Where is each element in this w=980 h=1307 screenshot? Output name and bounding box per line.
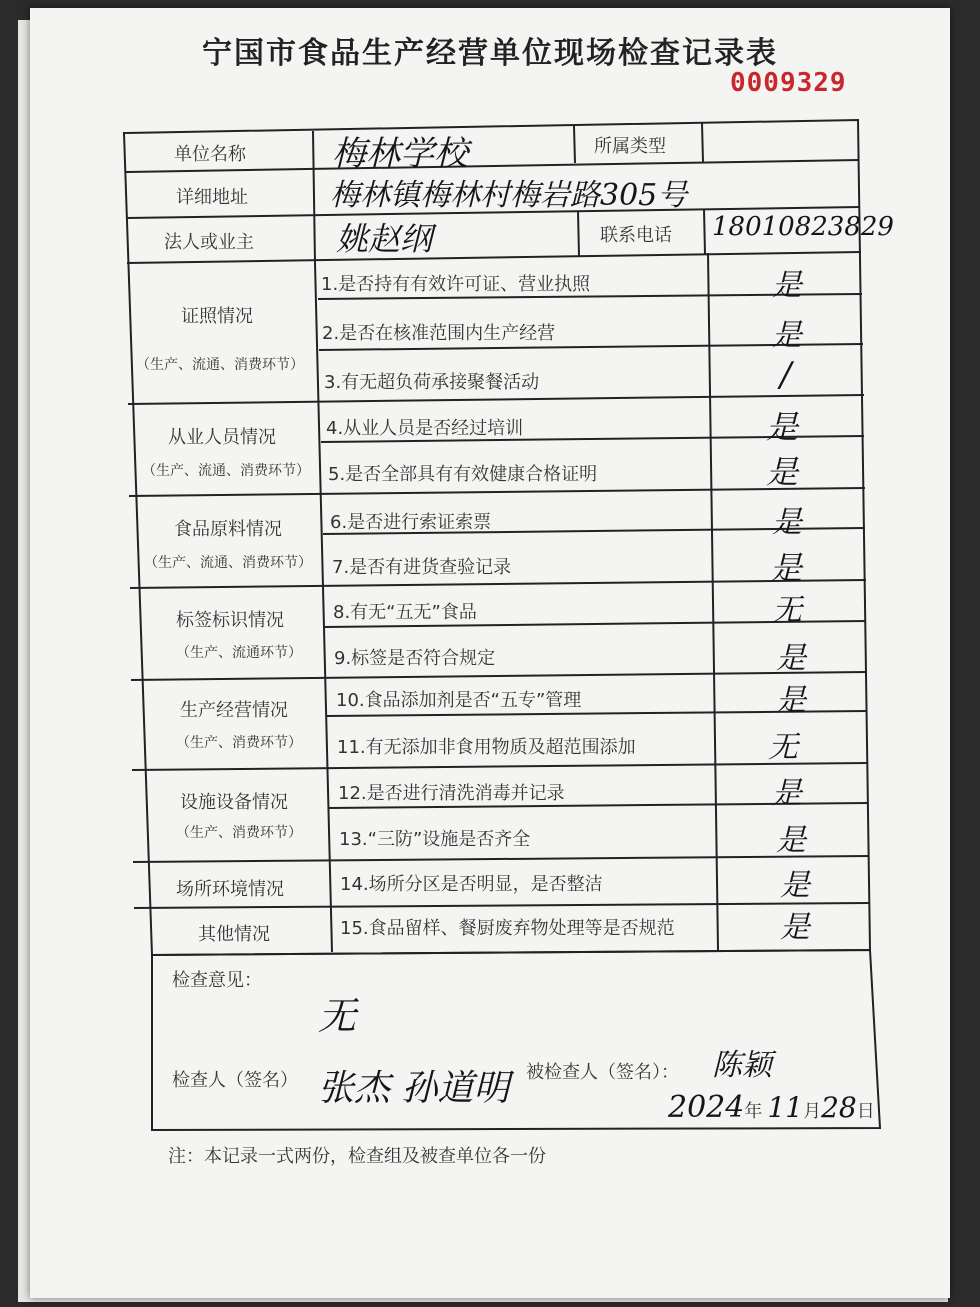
check-item: 3.有无超负荷承接聚餐活动 [324,372,540,393]
check-item: 11.有无添加非食用物质及超范围添加 [337,737,636,758]
answer-mark: 是 [766,408,799,446]
answer-mark: 是 [776,641,806,676]
section-title: 标签标识情况 [176,610,284,631]
unit-name-value: 梅林学校 [332,134,468,174]
check-item: 8.有无“五无”食品 [333,602,477,623]
section-title: 生产经营情况 [180,700,288,721]
check-item: 5.是否全部具有有效健康合格证明 [328,464,598,485]
form-title: 宁国市食品生产经营单位现场检查记录表 [202,36,778,71]
answer-mark: 是 [780,910,810,945]
footnote: 注：本记录一式两份，检查组及被查单位各一份 [168,1146,546,1167]
date-day-unit: 日 [856,1101,875,1122]
col-divider [315,263,332,952]
category-label: 所属类型 [594,136,666,157]
inspectee-signature: 陈颖 [712,1048,772,1083]
address-label: 详细地址 [176,187,248,208]
date-year-unit: 年 [744,1101,763,1122]
check-item: 9.标签是否符合规定 [334,648,496,669]
check-item: 15.食品留样、餐厨废弃物处理等是否规范 [340,918,675,939]
section-subtitle: （生产、消费环节） [176,825,302,841]
inspector-label: 检查人（签名） [172,1070,298,1091]
check-item: 1.是否持有有效许可证、营业执照 [321,274,591,295]
answer-mark: 无 [768,730,798,765]
answer-mark: 是 [780,868,810,903]
row-divider [132,763,868,770]
check-item: 12.是否进行清洗消毒并记录 [338,783,565,804]
date-month: 11 [767,1091,804,1124]
section-title: 从业人员情况 [168,427,276,448]
phone-value: 18010823829 [712,212,894,242]
col-divider [704,209,705,254]
col-divider [578,211,579,256]
opinion-value: 无 [318,994,357,1038]
answer-mark: 是 [772,776,802,811]
check-item: 13.“三防”设施是否齐全 [339,829,531,850]
section-title: 食品原料情况 [174,519,282,540]
col-divider [313,131,315,263]
inspector-signature: 张杰 孙道明 [318,1068,510,1109]
row-divider [131,672,867,680]
date-year: 2024 [668,1090,745,1125]
date-line [668,1090,875,1125]
answer-mark: 是 [770,549,803,587]
check-item: 6.是否进行索证索票 [330,512,492,533]
answer-mark: 是 [776,823,806,858]
check-item: 4.从业人员是否经过培训 [326,418,524,439]
legal-rep-value: 姚赵纲 [336,220,433,258]
date-day: 28 [821,1091,857,1124]
opinion-label: 检查意见： [172,970,262,991]
answer-mark: 是 [772,505,802,540]
col-divider [702,123,703,162]
check-item: 2.是否在核准范围内生产经营 [322,323,556,344]
section-title: 证照情况 [181,306,253,327]
section-subtitle: （生产、流通、消费环节） [136,357,304,373]
address-value: 梅林镇梅林村梅岩路305号 [330,178,688,213]
row-divider [134,903,869,908]
section-title: 场所环境情况 [176,879,284,900]
section-title: 设施设备情况 [180,792,288,813]
answer-mark: 是 [772,318,802,353]
inspectee-label: 被检查人（签名）： [526,1062,679,1083]
date-month-unit: 月 [803,1101,822,1122]
row-divider [133,856,869,862]
section-subtitle: （生产、流通、消费环节） [144,555,312,571]
col-divider [708,253,718,950]
section-subtitle: （生产、流通、消费环节） [142,463,310,479]
legal-rep-label: 法人或业主 [164,232,254,253]
row-divider [128,395,864,404]
answer-mark: 是 [772,268,802,303]
section-title: 其他情况 [198,924,270,945]
answer-mark: 是 [766,453,799,491]
check-item: 7.是否有进货查验记录 [332,557,512,578]
col-divider [574,126,575,163]
unit-name-label: 单位名称 [174,144,246,165]
row-divider [130,580,866,588]
section-subtitle: （生产、消费环节） [176,735,302,751]
section-subtitle: （生产、流通环节） [176,645,302,661]
check-item: 14.场所分区是否明显，是否整洁 [340,874,603,895]
phone-label: 联系电话 [600,225,672,246]
answer-mark: 是 [776,683,806,718]
answer-mark: 无 [772,593,802,628]
answer-mark: / [780,355,792,395]
check-item: 10.食品添加剂是否“五专”管理 [336,690,582,711]
serial-number: 0009329 [730,68,847,98]
row-divider [129,488,865,496]
